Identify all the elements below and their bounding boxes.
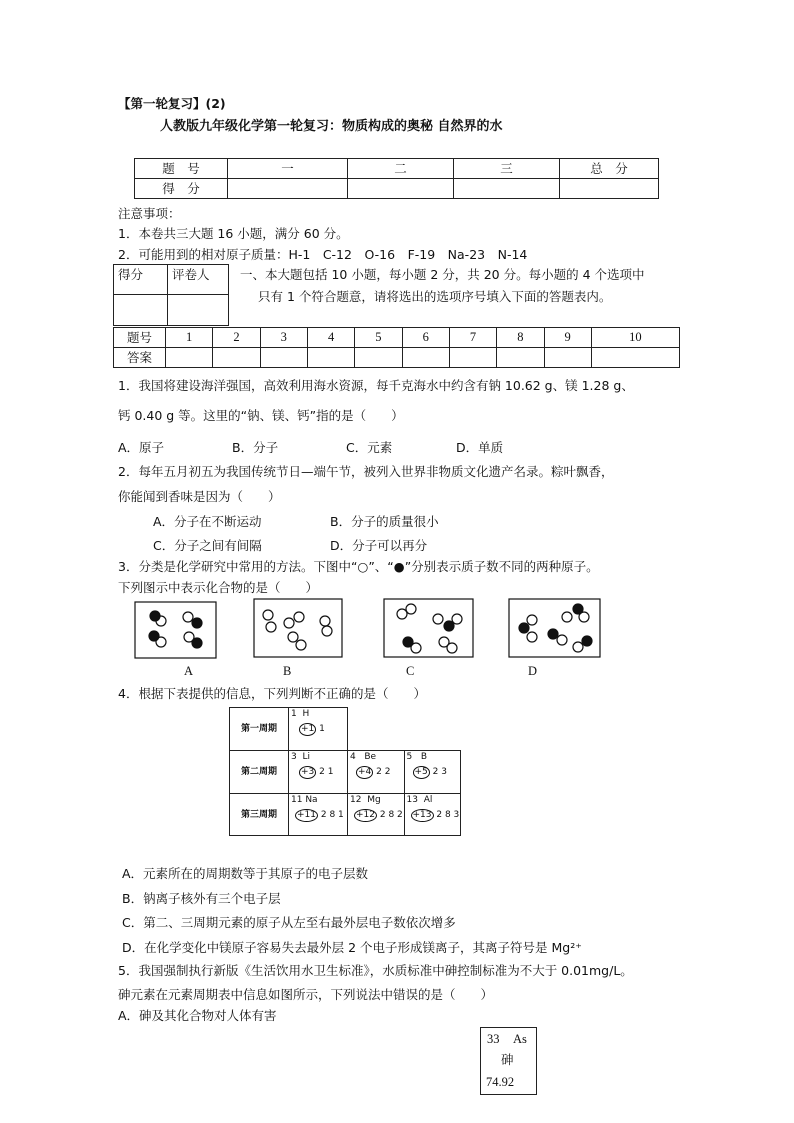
q3-stem: 3．分类是化学研究中常用的方法。下图中“○”、“●”分别表示质子数不同的两种原子。 — [118, 559, 599, 574]
white-atom — [557, 635, 567, 645]
answer-cell[interactable] — [166, 348, 213, 368]
q4-option: D．在化学变化中镁原子容易失去最外层 2 个电子形成镁离子，其离子符号是 Mg²⁺ — [122, 940, 582, 955]
electron-shells: 2 3 — [432, 767, 447, 777]
white-atom — [266, 622, 276, 632]
black-atom — [573, 604, 583, 614]
score-cell[interactable] — [348, 179, 454, 199]
white-atom — [527, 632, 537, 642]
element-symbol: Li — [302, 752, 310, 762]
nucleus: +12 — [356, 810, 375, 820]
question-number: 4 — [307, 328, 354, 348]
q2-option: C．分子之间有间隔 — [153, 538, 262, 553]
answer-cell[interactable] — [355, 348, 402, 368]
nucleus: +3 — [301, 767, 315, 777]
white-atom — [562, 612, 572, 622]
nucleus: +1 — [301, 724, 315, 734]
answer-cell[interactable] — [402, 348, 449, 368]
element-cell-na — [289, 794, 348, 836]
notes-title: 注意事项： — [118, 206, 181, 221]
note-item: 2．可能用到的相对原子质量：H-1 C-12 O-16 F-19 Na-23 N-14 — [118, 247, 528, 262]
black-atom — [403, 637, 413, 647]
q4-option: B．钠离子核外有三个电子层 — [122, 891, 281, 906]
diagram-label: C — [406, 664, 415, 678]
q2-option: D．分子可以再分 — [330, 538, 428, 553]
element-name: 砷 — [501, 1052, 514, 1067]
black-atom — [150, 611, 160, 621]
nucleus: +11 — [297, 810, 316, 820]
black-atom — [519, 623, 529, 633]
grader-score-cell[interactable] — [114, 295, 168, 326]
element-number: 1 — [291, 709, 297, 719]
white-atom — [527, 615, 537, 625]
element-cell-be — [348, 751, 405, 794]
white-atom — [447, 643, 457, 653]
score-row-label: 得 分 — [135, 179, 228, 199]
q3-stem: 下列图示中表示化合物的是（ ） — [118, 580, 319, 595]
arsenic-element-card — [480, 1027, 537, 1095]
score-cell[interactable] — [560, 179, 659, 199]
electron-shells: 2 2 — [376, 767, 391, 777]
diagram-label: D — [528, 664, 538, 678]
element-symbol: Al — [423, 795, 433, 805]
black-atom — [444, 621, 454, 631]
series-label: 【第一轮复习】(2) — [118, 96, 226, 111]
period-label: 第一周期 — [230, 708, 289, 751]
element-symbol: H — [302, 709, 310, 719]
white-atom — [573, 642, 583, 652]
answer-cell[interactable] — [497, 348, 544, 368]
element-number: 12 — [350, 795, 362, 805]
grader-reviewer-label: 评卷人 — [168, 265, 229, 295]
element-symbol: Mg — [367, 795, 381, 805]
periodic-table-excerpt — [229, 707, 461, 836]
electron-shells: 2 8 1 — [320, 810, 344, 820]
diagram-box-c — [384, 599, 473, 657]
section-instruction: 只有 1 个符合题意，请将选出的选项序号填入下面的答题表内。 — [258, 289, 612, 304]
diagram-label: A — [184, 664, 194, 678]
electron-shells: 1 — [319, 724, 325, 734]
q2-stem: 你能闻到香味是因为（ ） — [118, 489, 281, 504]
score-header: 三 — [454, 159, 560, 179]
black-atom — [149, 631, 159, 641]
q4-option: A．元素所在的周期数等于其原子的电子层数 — [122, 866, 369, 881]
q2-option: A．分子在不断运动 — [153, 514, 262, 529]
element-number: 3 — [291, 752, 297, 762]
q2-option: B．分子的质量很小 — [330, 514, 439, 529]
question-number: 1 — [166, 328, 213, 348]
answer-cell[interactable] — [591, 348, 679, 368]
element-symbol: Na — [305, 795, 318, 805]
question-number: 7 — [449, 328, 496, 348]
white-atom — [452, 614, 462, 624]
white-atom — [322, 626, 332, 636]
grader-table — [113, 264, 229, 326]
element-cell-h — [289, 708, 348, 751]
black-atom — [548, 629, 558, 639]
score-header: 一 — [228, 159, 348, 179]
q1-stem: 钙 0.40 g 等。这里的“钠、镁、钙”指的是（ ） — [118, 408, 404, 423]
q1-option: C．元素 — [346, 440, 393, 455]
q5-stem: 砷元素在元素周期表中信息如图所示，下列说法中错误的是（ ） — [118, 987, 494, 1002]
score-header: 二 — [348, 159, 454, 179]
question-number: 8 — [497, 328, 544, 348]
white-atom — [296, 640, 306, 650]
electron-shells: 2 1 — [319, 767, 334, 777]
q5-option: A．砷及其化合物对人体有害 — [118, 1008, 277, 1023]
question-number: 3 — [260, 328, 307, 348]
element-cell-b — [404, 751, 460, 794]
section-instruction: 一、本大题包括 10 小题，每小题 2 分，共 20 分。每小题的 4 个选项中 — [240, 267, 645, 282]
element-number: 13 — [406, 795, 418, 805]
answer-cell[interactable] — [544, 348, 591, 368]
score-header: 题 号 — [135, 159, 228, 179]
answer-cell[interactable] — [449, 348, 496, 368]
answer-cell[interactable] — [213, 348, 260, 368]
white-atom — [294, 612, 304, 622]
question-number: 2 — [213, 328, 260, 348]
element-number: 4 — [350, 752, 356, 762]
answer-row-label: 题号 — [114, 328, 166, 348]
grader-score-label: 得分 — [114, 265, 168, 295]
atomic-number: 33 — [487, 1032, 500, 1046]
element-symbol: As — [513, 1032, 527, 1046]
white-atom — [433, 614, 443, 624]
period-label: 第三周期 — [230, 794, 289, 836]
q3-molecule-diagrams — [0, 596, 794, 662]
electron-shells: 2 8 2 — [379, 810, 403, 820]
q1-option: B．分子 — [232, 440, 279, 455]
question-number: 9 — [544, 328, 591, 348]
question-number: 6 — [402, 328, 449, 348]
white-atom — [263, 610, 273, 620]
q1-option: A．原子 — [118, 440, 165, 455]
black-atom — [192, 618, 202, 628]
nucleus: +13 — [412, 810, 432, 820]
element-cell-mg — [348, 794, 405, 836]
black-atom — [582, 636, 592, 646]
q1-stem: 1．我国将建设海洋强国，高效利用海水资源，每千克海水中约含有钠 10.62 g、镁 1.28 g、 — [118, 378, 634, 393]
q4-stem: 4．根据下表提供的信息，下列判断不正确的是（ ） — [118, 686, 426, 701]
score-cell[interactable] — [454, 179, 560, 199]
white-atom — [183, 612, 193, 622]
electron-shells: 2 8 3 — [436, 810, 460, 820]
diagram-label: B — [283, 664, 292, 678]
answer-row-label: 答案 — [114, 348, 166, 368]
note-item: 1．本卷共三大题 16 小题，满分 60 分。 — [118, 226, 349, 241]
nucleus: +4 — [358, 767, 372, 777]
element-number: 11 — [291, 795, 303, 805]
element-symbol: Be — [364, 752, 377, 762]
answer-table — [113, 327, 680, 368]
element-cell-li — [289, 751, 348, 794]
white-atom — [320, 616, 330, 626]
black-atom — [192, 638, 202, 648]
score-cell[interactable] — [228, 179, 348, 199]
answer-cell[interactable] — [307, 348, 354, 368]
answer-cell[interactable] — [260, 348, 307, 368]
white-atom — [284, 618, 294, 628]
atomic-mass: 74.92 — [486, 1075, 515, 1089]
white-atom — [406, 604, 416, 614]
question-number: 10 — [591, 328, 679, 348]
period-label: 第二周期 — [230, 751, 289, 794]
score-table — [134, 158, 659, 199]
q4-option: C．第二、三周期元素的原子从左至右最外层电子数依次增多 — [122, 915, 456, 930]
q2-stem: 2．每年五月初五为我国传统节日—端午节，被列入世界非物质文化遗产名录。粽叶飘香， — [118, 464, 614, 479]
element-symbol: B — [420, 752, 428, 762]
score-header: 总 分 — [560, 159, 659, 179]
question-number: 5 — [355, 328, 402, 348]
nucleus: +5 — [414, 767, 428, 777]
element-number: 5 — [406, 752, 413, 762]
white-atom — [288, 632, 298, 642]
grader-reviewer-cell[interactable] — [168, 295, 229, 326]
white-atom — [397, 609, 407, 619]
q5-stem: 5．我国强制执行新版《生活饮用水卫生标准》，水质标准中砷控制标准为不大于 0.01mg/L。 — [118, 963, 633, 978]
q1-option: D．单质 — [456, 440, 504, 455]
diagram-box-a — [135, 602, 216, 658]
page-title: 人教版九年级化学第一轮复习：物质构成的奥秘 自然界的水 — [160, 119, 503, 134]
element-cell-al — [404, 794, 460, 836]
